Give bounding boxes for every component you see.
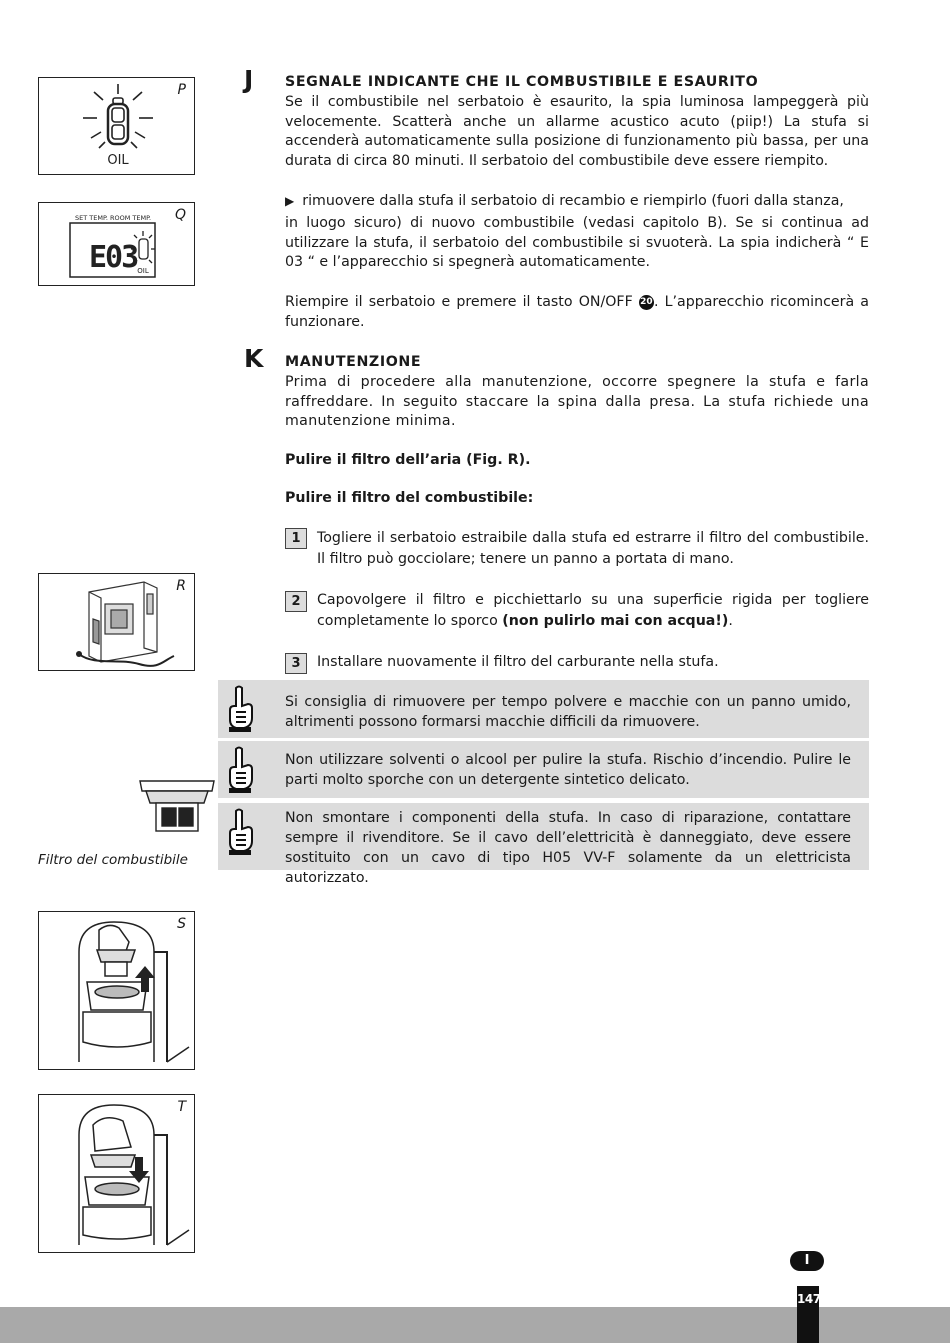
bullet-arrow-icon: ▶ xyxy=(285,194,295,208)
oil-warning-light-icon xyxy=(39,78,195,175)
figure-q-display-code: E03 xyxy=(89,240,138,275)
step-2-number: 2 xyxy=(285,591,307,612)
air-filter-heading: Pulire il filtro dell’aria (Fig. R). xyxy=(285,452,531,468)
warning-text-3: Non smontare i componenti della stufa. In caso di riparazione, contattare sempre il rivenditore. Se il cavo dell’elettricità è danneggiato, deve essere sostituito con un cavo di tipo H05 VV-F solamente da un elettricista autorizzato. xyxy=(285,810,851,886)
filter-insertion-icon xyxy=(39,1095,195,1253)
filter-removal-icon xyxy=(39,912,195,1070)
figure-q-display-header: SET TEMP. ROOM TEMP. xyxy=(75,214,152,222)
language-badge: I xyxy=(790,1251,824,1271)
section-j-paragraph3 xyxy=(285,293,869,332)
pointing-hand-icon xyxy=(222,745,258,793)
step-3-text: Installare nuovamente il filtro del carburante nella stufa. xyxy=(317,654,719,670)
section-k-intro: Prima di procedere alla manutenzione, occorre spegnere la stufa e farla raffreddare. In seguito staccare la spina dalla presa. La stufa richiede una manutenzione minima. xyxy=(285,374,869,430)
figure-s xyxy=(38,911,195,1070)
figure-r-letter: R xyxy=(176,578,186,594)
section-j-paragraph3-before: Riempire il serbatoio e premere il tasto ON/OFF xyxy=(285,294,633,310)
section-k-letter: K xyxy=(244,344,264,373)
section-j-bullet-rest: in luogo sicuro) di nuovo combustibile (vedasi capitolo B). Se si continua ad utilizzare la stufa, il serbatoio del combustibile si svuoterà. La spia indicherà “ E 03 “ e l’apparecchio si spegnerà automaticamente. xyxy=(285,215,869,271)
figure-p xyxy=(38,77,195,175)
section-j-bullet-line xyxy=(285,192,869,212)
section-j-letter: J xyxy=(244,65,254,94)
section-j-paragraph3-after: . L’apparecchio ricomincerà a funzionare. xyxy=(285,294,869,330)
figure-r xyxy=(38,573,195,671)
figure-s-letter: S xyxy=(177,916,186,932)
figure-t xyxy=(38,1094,195,1253)
pointing-hand-icon xyxy=(222,684,258,732)
step-2-text-end: . xyxy=(728,613,733,629)
section-k-title: MANUTENZIONE xyxy=(285,354,422,370)
warning-text-1: Si consiglia di rimuovere per tempo polvere e macchie con un panno umido, altrimenti possono formarsi macchie difficili da rimuovere. xyxy=(285,694,851,730)
fuel-filter-icon xyxy=(138,777,218,833)
page-number: 147 xyxy=(797,1286,819,1343)
step-2-text-bold: (non pulirlo mai con acqua!) xyxy=(502,613,729,629)
figure-q-letter: Q xyxy=(174,207,186,223)
warning-text-2: Non utilizzare solventi o alcool per pulire la stufa. Rischio d’incendio. Pulire le parti molto sporche con un detergente sintetico delicato. xyxy=(285,752,851,788)
section-j-paragraph1: Se il combustibile nel serbatoio è esaurito, la spia luminosa lampeggerà più velocemente. Scatterà anche un allarme acustico acuto (piip!) La stufa si accenderà automaticamente sulla posizione di funzionamento più bassa, per una durata di circa 80 minuti. Il serbatoio del combustibile deve essere riempito. xyxy=(285,94,869,169)
fuel-filter-heading: Pulire il filtro del combustibile: xyxy=(285,490,534,506)
warning-box-1 xyxy=(218,680,869,738)
step-1-number: 1 xyxy=(285,528,307,549)
heater-air-filter-icon xyxy=(39,574,195,671)
step-1-text: Togliere il serbatoio estraibile dalla stufa ed estrarre il filtro del combustibile. Il filtro può gocciolare; tenere un panno a portata di mano. xyxy=(317,530,869,567)
on-off-key-number-icon: 20 xyxy=(639,295,654,310)
step-2-text-main: Capovolgere il filtro e picchiettarlo su una superficie rigida per togliere completamente lo sporco xyxy=(317,592,869,629)
figure-p-letter: P xyxy=(177,82,186,98)
figure-t-letter: T xyxy=(177,1099,186,1115)
section-j-bullet-text: rimuovere dalla stufa il serbatoio di recambio e riempirlo (fuori dalla stanza, xyxy=(302,193,844,209)
figure-p-oil-label: OIL xyxy=(107,153,129,168)
e03-display-icon xyxy=(39,203,195,286)
pointing-hand-icon xyxy=(222,807,258,855)
figure-q-oil-label: OIL xyxy=(137,267,149,275)
section-j-title: SEGNALE INDICANTE CHE IL COMBUSTIBILE E ESAURITO xyxy=(285,74,759,90)
warning-box-3 xyxy=(218,803,869,886)
figure-q xyxy=(38,202,195,286)
warning-box-2 xyxy=(218,741,869,798)
step-2-text xyxy=(317,590,869,632)
step-3-number: 3 xyxy=(285,653,307,674)
fuel-filter-caption: Filtro del combustibile xyxy=(38,852,188,868)
